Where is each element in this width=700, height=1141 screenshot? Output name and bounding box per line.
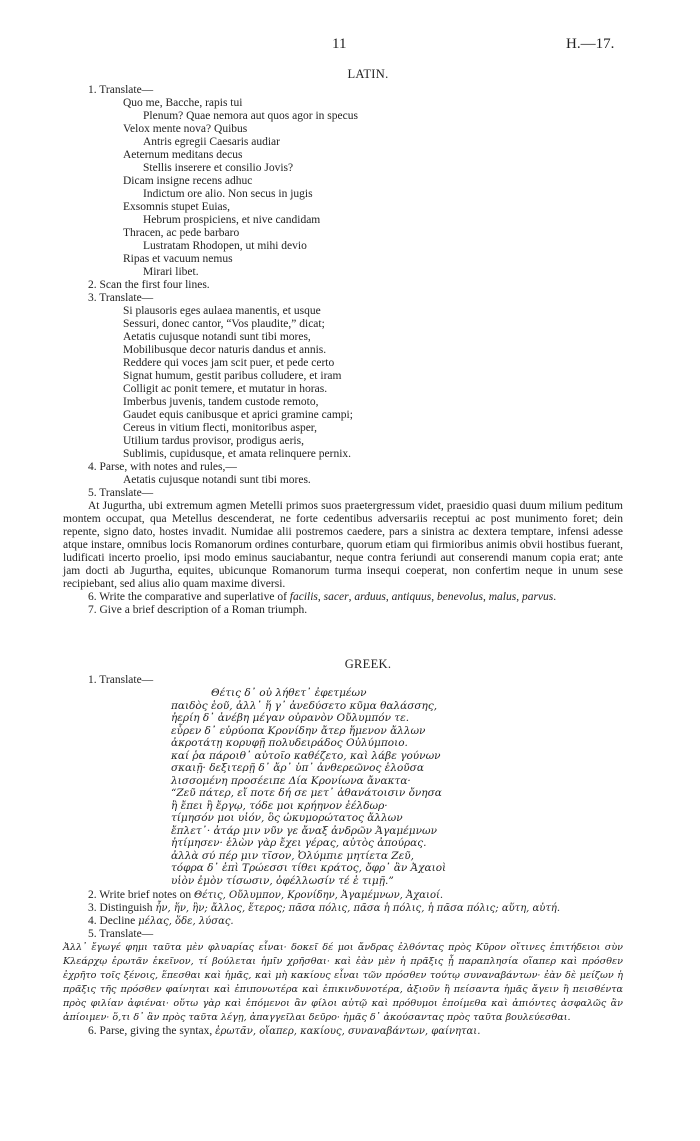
- verse-line: τίμησόν μοι υἱόν, ὃς ὠκυμορώτατος ἄλλων: [171, 812, 403, 824]
- latin-word: sacer: [323, 591, 349, 603]
- section-title-greek: GREEK.: [344, 657, 392, 671]
- greek-q6: [63, 1025, 623, 1038]
- greek-q1-verse: [63, 687, 623, 887]
- verse-line: Aeternum meditans decus: [123, 149, 243, 161]
- latin-q5-passage: At Jugurtha, ubi extremum agmen Metelli primos suos praetergressum videt, praesidio quasi duum milium peditum montem occupat, qua Metellus descenderat, ne forte cedentibus adversariis receptui ac post munimento foret; dein repente, signo dato, hostes invadit. Numidae alii postremos caedere, pars a sinistra ac dextera temptare, infensi adesse atque instare, omnibus locis Romanorum ordines conturbare, quorum etiam qui firmioribus animis obvii hostibus fuerant, ludificati incerto proelio, ipsi modo eminus sauciabantur, neque contra feriundi aut conserendi manum copia erat; ante jam docti ab Jugurtha, equites, ubicunque Romanorum turma insequi coeperat, non confertim neque in unum sese recipiebant, sed alius alio quam maxime diversi.: [63, 500, 623, 590]
- greek-q5-passage: Ἀλλ᾽ ἔγωγέ φημι ταῦτα μὲν φλυαρίας εἶναι· δοκεῖ δέ μοι ἄνδρας ἐλθόντας πρὸς Κῦρον οἵτινες ἐπιτήδειοι σὺν Κλεάρχῳ ἐρωτᾶν ἐκεῖνον, τί βούλεται ἡμῖν χρῆσθαι· καὶ ἐὰν μὲν ἡ πρᾶξις ᾖ παραπλησία οἵαπερ καὶ πρόσθεν ἐχρῆτο τοῖς ξένοις, ἕπεσθαι καὶ ἡμᾶς, καὶ μὴ κακίους εἶναι τῶν πρόσθεν τούτῳ συναναβάντων· ἐὰν δὲ μείζων ἡ πρᾶξις τῆς πρόσθεν φαίνηται καὶ ἐπιπονωτέρα καὶ ἐπικινδυνοτέρα, ἀξιοῦν ἢ πείσαντα ἡμᾶς ἄγειν ἢ πεισθέντα πρὸς φιλίαν ἀφιέναι· οὕτω γὰρ καὶ ἑπόμενοι ἂν φίλοι αὐτῷ καὶ πρόθυμοι ἑποίμεθα καὶ ἀπιόντες ἀσφαλῶς ἂν ἀπίοιμεν· ὅ,τι δ᾽ ἂν πρὸς ταῦτα λέγῃ, ἀπαγγεῖλαι δεῦρο· ἡμᾶς δ᾽ ἀκούσαντας πρὸς ταῦτα βουλεύεσθαι.: [63, 942, 623, 1023]
- verse-line: Sessuri, donec cantor, “Vos plaudite,” dicat;: [123, 318, 325, 330]
- question-text: ,: [431, 591, 437, 603]
- verse-line: ἔπλετ᾽· ἀτάρ μιν νῦν γε ἄναξ ἀνδρῶν Ἀγαμέμνων: [171, 824, 437, 837]
- verse-line: εὗρεν δ᾽ εὐρύοπα Κρονίδην ἄτερ ἥμενον ἄλλων: [171, 724, 426, 737]
- question-text: .: [553, 591, 557, 603]
- greek-q1-label: 1. Translate—: [88, 674, 154, 686]
- greek-q6-label: 6. Parse, giving the syntax,: [88, 1025, 216, 1037]
- latin-q6: [63, 591, 623, 604]
- question-text: ,: [317, 591, 324, 603]
- verse-line: Cereus in vitium flecti, monitoribus asper,: [123, 422, 318, 434]
- verse-line: Mobilibusque decor naturis dandus et annis.: [123, 344, 327, 356]
- latin-q1-label: 1. Translate—: [88, 84, 154, 96]
- verse-line: Exsomnis stupet Euias,: [123, 201, 231, 213]
- question-text: ,: [385, 591, 392, 603]
- verse-line: Signat humum, gestit paribus colludere, et iram: [123, 370, 342, 382]
- verse-line: Si plausoris eges aulaea manentis, et usque: [123, 305, 321, 317]
- verse-line: ἀλλὰ σύ πέρ μιν τῖσον, Ὀλύμπιε μητίετα Ζεῦ,: [171, 849, 414, 862]
- latin-word: benevolus: [436, 591, 483, 603]
- latin-word: malus: [488, 591, 517, 603]
- verse-line: Θέτις δ᾽ οὐ λήθετ᾽ ἐφετμέων: [211, 687, 367, 699]
- verse-line: Velox mente nova? Quibus: [123, 123, 248, 135]
- latin-q4-verse: [63, 474, 623, 487]
- verse-line: σκαιῇ· δεξιτερῇ δ᾽ ἄρ᾽ ὑπ᾽ ἀνθερεῶνος ἑλοῦσα: [171, 762, 424, 774]
- greek-q4: [63, 915, 623, 928]
- verse-line: ἀκροτάτῃ κορυφῇ πολυδειράδος Οὐλύμποιο.: [171, 737, 408, 749]
- verse-line: Dicam insigne recens adhuc: [123, 175, 253, 187]
- latin-word: facilis: [289, 591, 318, 603]
- verse-line: Indictum ore alio. Non secus in jugis: [143, 188, 313, 200]
- latin-word: arduus: [354, 591, 386, 603]
- question-text: ,: [482, 591, 489, 603]
- verse-line: Ripas et vacuum nemus: [123, 253, 233, 265]
- greek-q4-words: μέλας, ὅδε, λύσας.: [138, 916, 234, 927]
- verse-line: Hebrum prospiciens, et nive candidam: [143, 214, 321, 226]
- verse-line: Quo me, Bacche, rapis tui: [123, 97, 243, 109]
- verse-line: Aetatis cujusque notandi sunt tibi mores.: [123, 474, 311, 486]
- latin-q4-label: 4. Parse, with notes and rules,—: [88, 461, 237, 473]
- verse-line: Stellis inserere et consilio Jovis?: [143, 162, 294, 174]
- verse-line: παιδὸς ἑοῦ, ἀλλ᾽ ἥ γ᾽ ἀνεδύσετο κῦμα θαλάσσης,: [171, 699, 438, 712]
- greek-q2-label: 2. Write brief notes on: [88, 889, 194, 901]
- verse-line: ἢ ἔπει ἢ ἔργῳ, τόδε μοι κρήηνον ἐέλδωρ·: [171, 799, 388, 812]
- verse-line: Mirari libet.: [143, 266, 199, 278]
- verse-line: λισσομένη προσέειπε Δία Κρονίωνα ἄνακτα·: [171, 774, 411, 787]
- verse-line: Imberbus juvenis, tandem custode remoto,: [123, 396, 319, 408]
- greek-q6-words: ἐρωτᾶν, οἵαπερ, κακίους, συναναβάντων, φαίνηται.: [215, 1026, 481, 1037]
- greek-q3-label: 3. Distinguish: [88, 902, 156, 914]
- verse-line: Antris egregii Caesaris audiar: [143, 136, 280, 148]
- section-title-latin: LATIN.: [347, 67, 389, 81]
- verse-line: Plenum? Quae nemora aut quos agor in specus: [143, 110, 358, 122]
- latin-q3-verse: [63, 305, 623, 461]
- latin-q1-verse: [63, 97, 623, 279]
- greek-section: [63, 658, 623, 1038]
- latin-q5-label: 5. Translate—: [88, 487, 154, 499]
- latin-q3-label: 3. Translate—: [88, 292, 154, 304]
- greek-q2-words: Θέτις, Οὔλυμπον, Κρονίδην, Ἀγαμέμνων, Ἀχαιοί.: [194, 890, 444, 901]
- verse-line: Sublimis, cupidusque, et amata relinquere pernix.: [123, 448, 352, 460]
- question-text: ,: [516, 591, 522, 603]
- latin-word: parvus: [521, 591, 554, 603]
- verse-line: Reddere qui voces jam scit puer, et pede certo: [123, 357, 335, 369]
- greek-q2: [63, 889, 623, 902]
- greek-q3-words: ἦν, ἥν, ἣν; ἄλλος, ἕτερος; πᾶσα πόλις, πᾶσα ἡ πόλις, ἡ πᾶσα πόλις; αὕτη, αὐτή.: [155, 903, 561, 914]
- verse-line: Lustratam Rhodopen, ut mihi devio: [143, 240, 307, 252]
- verse-line: Aetatis cujusque notandi sunt tibi mores,: [123, 331, 311, 343]
- verse-line: ἠερίη δ᾽ ἀνέβη μέγαν οὐρανὸν Οὔλυμπόν τε.: [171, 712, 410, 724]
- latin-q2: 2. Scan the first four lines.: [88, 279, 210, 291]
- verse-line: Colligit ac ponit temere, et mutatur in horas.: [123, 383, 328, 395]
- latin-section: [63, 68, 623, 617]
- verse-line: τόφρα δ᾽ ἐπὶ Τρώεσσι τίθει κράτος, ὄφρ᾽ ἂν Ἀχαιοὶ: [171, 862, 447, 874]
- greek-q5-label: 5. Translate—: [88, 928, 154, 940]
- greek-q3: [63, 902, 623, 915]
- question-text: ,: [348, 591, 355, 603]
- latin-q7: 7. Give a brief description of a Roman triumph.: [88, 604, 308, 616]
- document-reference: H.—17.: [566, 36, 615, 52]
- question-text: 6. Write the comparative and superlative of: [88, 591, 290, 603]
- verse-line: Gaudet equis canibusque et aprici gramine campi;: [123, 409, 353, 421]
- verse-line: “Ζεῦ πάτερ, εἴ ποτε δή σε μετ᾽ ἀθανάτοισιν ὄνησα: [171, 787, 442, 799]
- greek-q4-label: 4. Decline: [88, 915, 139, 927]
- page-number: 11: [332, 36, 347, 52]
- verse-line: Thracen, ac pede barbaro: [123, 227, 240, 239]
- verse-line: καί ῥα πάροιθ᾽ αὐτοῖο καθέζετο, καὶ λάβε γούνων: [171, 749, 441, 762]
- verse-line: ἠτίμησεν· ἑλὼν γὰρ ἔχει γέρας, αὐτὸς ἀπούρας.: [171, 837, 427, 849]
- verse-line: υἱὸν ἐμὸν τίσωσιν, ὀφέλλωσίν τέ ἑ τιμῇ.”: [171, 874, 394, 887]
- verse-line: Utilium tardus provisor, prodigus aeris,: [123, 435, 304, 447]
- latin-word: antiquus: [391, 591, 432, 603]
